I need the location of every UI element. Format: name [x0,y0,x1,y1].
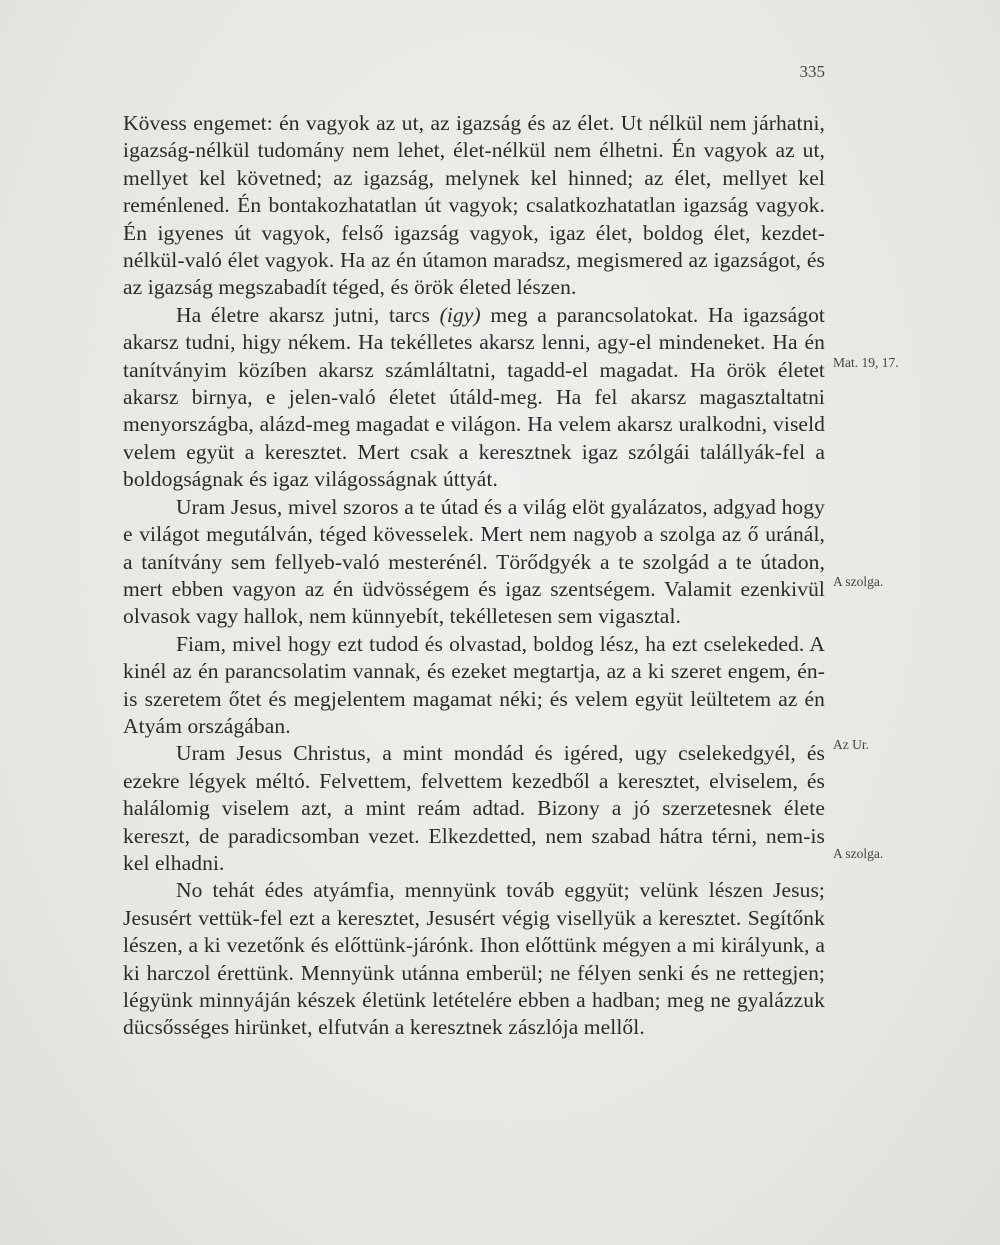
paragraph-3 [123,494,825,631]
body-text [123,110,825,1042]
paragraph-4 [123,631,825,741]
paragraph-2-italic: (igy) [439,302,481,327]
paragraph-1-text: Kövess engemet: én vagyok az ut, az igazság és az élet. Ut nélkül nem járhatni, igazság-nélkül tudomány nem lehet, élet-nélkül nem élhetni. Én vagyok az ut, mellyet kel követned; az igazság, melynek kel hinned; az élet, mellyet kel reménlened. Én bontakozhatatlan út vagyok; csalatkozhatatlan igazság vagyok. Én igyenes út vagyok, felső igazság vagyok, igaz élet, boldog élet, kezdet-nélkül-való élet vagyok. Ha az én útamon maradsz, megismered az igazságot, és az igazság megszabadít téged, és örök életed lészen. [123,111,825,300]
margin-note-speaker: A szolga. [833,846,884,861]
paragraph-5-text: Uram Jesus Christus, a mint mondád és igéred, ugy cselekedgyél, és ezekre légyek méltó. Felvettem, felvettem kezedből a keresztet, elviselem, és halálomig viselem azt, a mint reám adtad. Bizony a jó szerzetesnek élete kereszt, de paradicsomban vezet. Elkezdetted, nem szabad hátra térni, nem-is kel elhadni. [123,741,825,875]
paragraph-1 [123,110,825,302]
paragraph-5 [123,740,825,877]
paragraph-3-text: Uram Jesus, mivel szoros a te útad és a világ elöt gyalázatos, adgyad hogy e világot megutálván, téged kövesselek. Mert nem nagyob a szolga az ő uránál, a tanítvány sem fellyeb-való mesterénél. Törődgyék a te szolgád a te útadon, mert ebben vagyon az én üdvösségem és igaz szentségem. Valamit ezenkivül olvasok vagy hallok, nem künnyebít, tekélletesen sem vigasztal. [123,494,825,629]
paragraph-2 [123,302,825,494]
paragraph-6 [123,877,825,1041]
paragraph-4-text: Fiam, mivel hogy ezt tudod és olvastad, boldog lész, ha ezt cselekeded. A kinél az én parancsolatim vannak, és ezeket megtartja, az a ki szeret engem, én-is szeretem őtet és megjelentem magamat néki; és velem együt leültetem az én Atyám országában. [123,631,825,738]
paragraph-2-text-b: meg a parancsolatokat. Ha igazságot akarsz tudni, higy nékem. Ha tekélletes akarsz lenni, agy-el mindeneket. Ha én tanítványim közíben akarsz számláltatni, tagadd-el magadat. Ha örök életet akarsz birnya, e jelen-való életet útáld-meg. Ha fel akarsz magasztaltatni menyországba, alázd-meg magadat e világon. Ha velem akarsz uralkodni, viseld velem együt a keresztet. Mert csak a keresztnek igaz szólgái talállyák-fel a boldogságnak és igaz világosságnak úttyát. [123,302,825,492]
margin-note-citation: Mat. 19, 17. [833,355,899,370]
paragraph-6-text: No tehát édes atyámfia, mennyünk továb eggyüt; velünk lészen Jesus; Jesusért vettük-fel ezt a keresztet, Jesusért végig visellyük a keresztet. Segítőnk lészen, a ki vezetőnk és előttünk-járónk. Ihon előttünk mégyen a mi királyunk, a ki harczol érettünk. Mennyünk utánna emberül; ne félyen senki és ne rettegjen; légyünk minnyáján készek életünk letételére ebben a hadban; meg ne gyalázzuk dücsősséges hirünket, elfutván a keresztnek zászlója mellől. [123,878,825,1040]
page-number: 335 [799,62,825,81]
paragraph-2-text-a: Ha életre akarsz jutni, tarcs [176,302,440,327]
margin-note-speaker: A szolga. [833,574,884,589]
margin-note-speaker: Az Ur. [833,737,869,752]
